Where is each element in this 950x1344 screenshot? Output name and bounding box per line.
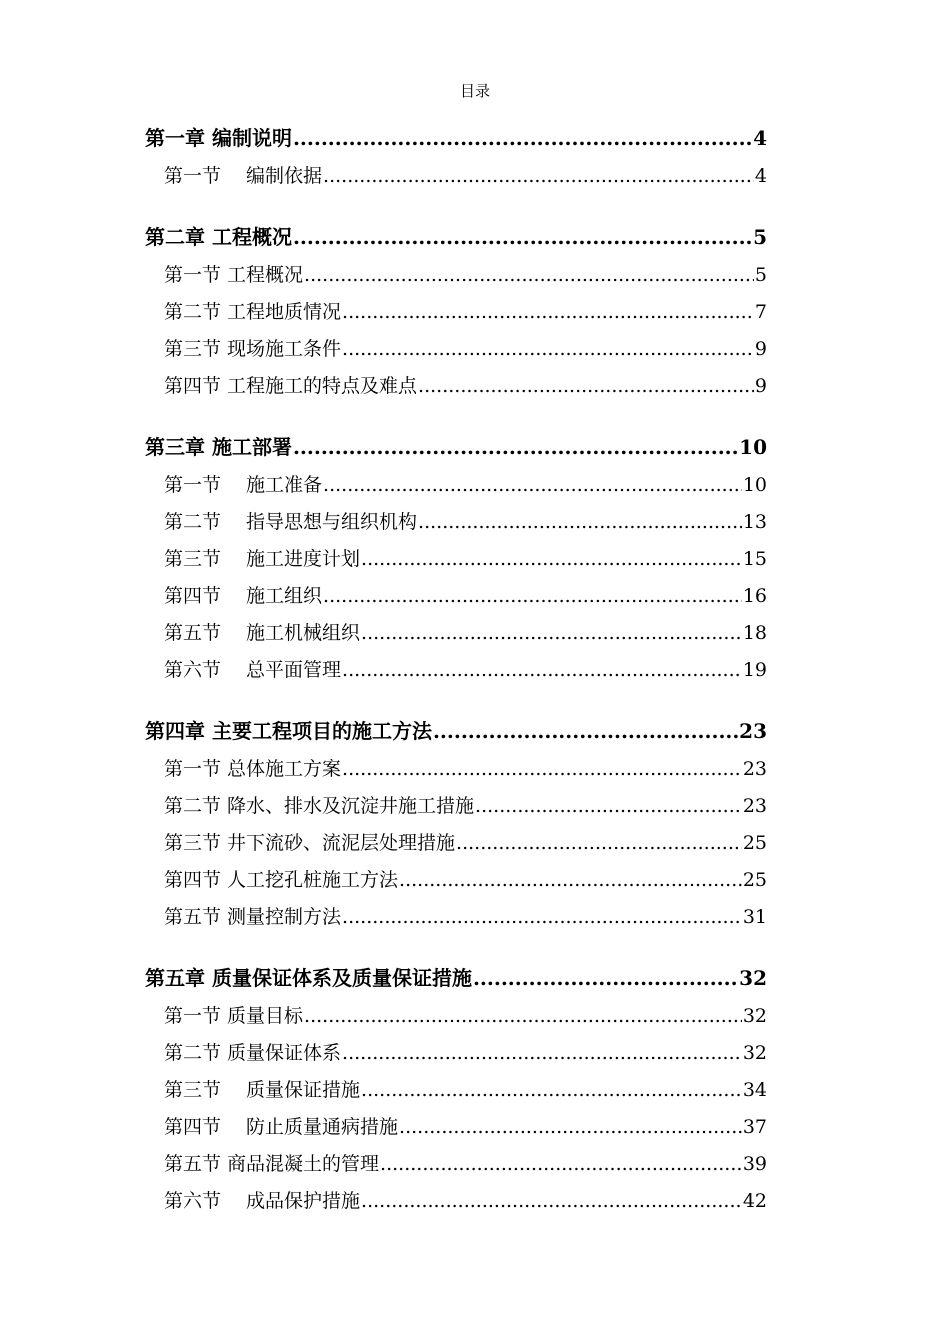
toc-section-title: 第二节 指导思想与组织机构 (164, 511, 418, 533)
toc-section-entry[interactable] (145, 862, 767, 899)
toc-dot-leader (433, 711, 738, 751)
toc-section-page-number: 5 (754, 264, 767, 286)
toc-section-entry[interactable] (145, 294, 767, 331)
toc-section-entry[interactable] (145, 467, 767, 504)
toc-section-entry[interactable] (145, 578, 767, 615)
toc-section-page-number: 18 (742, 622, 767, 644)
toc-section-page-number: 10 (742, 474, 767, 496)
toc-dot-leader (473, 958, 738, 998)
toc-section-page-number: 23 (742, 758, 767, 780)
toc-dot-leader (380, 1146, 742, 1183)
toc-section-page-number: 4 (754, 165, 767, 187)
toc-chapter-title: 第五章 质量保证体系及质量保证措施 (145, 966, 472, 990)
toc-section-entry[interactable] (145, 1109, 767, 1146)
toc-chapter-entry[interactable] (145, 118, 767, 158)
toc-chapter-entry[interactable] (145, 217, 767, 257)
toc-section-title: 第一节 编制依据 (164, 165, 323, 187)
toc-section-entry[interactable] (145, 652, 767, 689)
toc-dot-leader (323, 578, 742, 615)
toc-section-entry[interactable] (145, 504, 767, 541)
toc-section-page-number: 16 (742, 585, 767, 607)
toc-section-title: 第六节 成品保护措施 (164, 1190, 361, 1212)
toc-section-entry[interactable] (145, 998, 767, 1035)
toc-section-page-number: 32 (742, 1042, 767, 1064)
toc-section-title: 第三节 现场施工条件 (164, 338, 342, 360)
toc-section-title: 第三节 井下流砂、流泥层处理措施 (164, 832, 456, 854)
toc-section-title: 第六节 总平面管理 (164, 659, 342, 681)
toc-dot-leader (304, 257, 754, 294)
toc-section-title: 第四节 防止质量通病措施 (164, 1116, 399, 1138)
toc-section-title: 第一节 工程概况 (164, 264, 304, 286)
toc-chapter-group (145, 711, 767, 936)
toc-chapter-page-number: 4 (753, 126, 767, 150)
toc-chapter-title: 第三章 施工部署 (145, 435, 292, 459)
toc-section-title: 第二节 降水、排水及沉淀井施工措施 (164, 795, 475, 817)
toc-section-page-number: 9 (754, 338, 767, 360)
toc-section-page-number: 37 (742, 1116, 767, 1138)
toc-dot-leader (418, 368, 754, 405)
toc-section-page-number: 25 (742, 832, 767, 854)
toc-section-title: 第四节 施工组织 (164, 585, 323, 607)
toc-section-entry[interactable] (145, 788, 767, 825)
toc-section-entry[interactable] (145, 615, 767, 652)
toc-section-title: 第一节 施工准备 (164, 474, 323, 496)
toc-dot-leader (418, 504, 742, 541)
toc-dot-leader (399, 862, 742, 899)
toc-chapter-entry[interactable] (145, 958, 767, 998)
toc-chapter-entry[interactable] (145, 427, 767, 467)
toc-dot-leader (361, 615, 742, 652)
toc-section-page-number: 32 (742, 1005, 767, 1027)
toc-section-page-number: 19 (742, 659, 767, 681)
toc-dot-leader (361, 1072, 742, 1109)
toc-chapter-title: 第四章 主要工程项目的施工方法 (145, 719, 432, 743)
toc-section-page-number: 7 (754, 301, 767, 323)
toc-chapter-group (145, 427, 767, 689)
toc-dot-leader (399, 1109, 742, 1146)
toc-section-title: 第三节 质量保证措施 (164, 1079, 361, 1101)
toc-chapter-page-number: 5 (753, 225, 767, 249)
toc-dot-leader (323, 467, 742, 504)
toc-section-page-number: 23 (742, 795, 767, 817)
toc-section-entry[interactable] (145, 1146, 767, 1183)
toc-section-entry[interactable] (145, 331, 767, 368)
toc-section-title: 第三节 施工进度计划 (164, 548, 361, 570)
toc-section-entry[interactable] (145, 158, 767, 195)
toc-chapter-title: 第二章 工程概况 (145, 225, 292, 249)
toc-section-title: 第五节 测量控制方法 (164, 906, 342, 928)
toc-dot-leader (304, 998, 742, 1035)
toc-chapter-group (145, 958, 767, 1220)
toc-section-title: 第一节 总体施工方案 (164, 758, 342, 780)
toc-dot-leader (342, 751, 742, 788)
toc-chapter-group (145, 217, 767, 405)
toc-dot-leader (323, 158, 754, 195)
toc-section-page-number: 25 (742, 869, 767, 891)
toc-section-entry[interactable] (145, 899, 767, 936)
toc-section-entry[interactable] (145, 541, 767, 578)
toc-chapter-page-number: 10 (739, 435, 767, 459)
toc-chapter-entry[interactable] (145, 711, 767, 751)
toc-dot-leader (342, 652, 742, 689)
toc-dot-leader (342, 331, 754, 368)
toc-dot-leader (456, 825, 742, 862)
toc-dot-leader (342, 1035, 742, 1072)
toc-section-title: 第二节 工程地质情况 (164, 301, 342, 323)
toc-dot-leader (293, 427, 738, 467)
toc-dot-leader (293, 118, 752, 158)
toc-section-page-number: 39 (742, 1153, 767, 1175)
toc-section-title: 第五节 施工机械组织 (164, 622, 361, 644)
toc-section-title: 第二节 质量保证体系 (164, 1042, 342, 1064)
toc-section-title: 第五节 商品混凝土的管理 (164, 1153, 380, 1175)
toc-chapter-page-number: 32 (739, 966, 767, 990)
toc-section-page-number: 31 (742, 906, 767, 928)
toc-chapter-group (145, 118, 767, 195)
toc-section-page-number: 13 (742, 511, 767, 533)
toc-dot-leader (342, 899, 742, 936)
toc-dot-leader (361, 1183, 742, 1220)
toc-section-entry[interactable] (145, 1072, 767, 1109)
toc-section-page-number: 15 (742, 548, 767, 570)
toc-dot-leader (361, 541, 742, 578)
toc-section-title: 第一节 质量目标 (164, 1005, 304, 1027)
toc-section-entry[interactable] (145, 1035, 767, 1072)
table-of-contents (145, 118, 767, 1242)
toc-section-page-number: 42 (742, 1190, 767, 1212)
page-title: 目录 (459, 82, 490, 100)
toc-section-entry[interactable] (145, 825, 767, 862)
toc-chapter-title: 第一章 编制说明 (145, 126, 292, 150)
toc-dot-leader (475, 788, 742, 825)
toc-section-entry[interactable] (145, 751, 767, 788)
toc-section-title: 第四节 工程施工的特点及难点 (164, 375, 418, 397)
toc-section-entry[interactable] (145, 1183, 767, 1220)
toc-section-entry[interactable] (145, 257, 767, 294)
toc-section-title: 第四节 人工挖孔桩施工方法 (164, 869, 399, 891)
toc-dot-leader (293, 217, 752, 257)
toc-section-entry[interactable] (145, 368, 767, 405)
toc-section-page-number: 9 (754, 375, 767, 397)
toc-dot-leader (342, 294, 754, 331)
toc-chapter-page-number: 23 (739, 719, 767, 743)
toc-section-page-number: 34 (742, 1079, 767, 1101)
